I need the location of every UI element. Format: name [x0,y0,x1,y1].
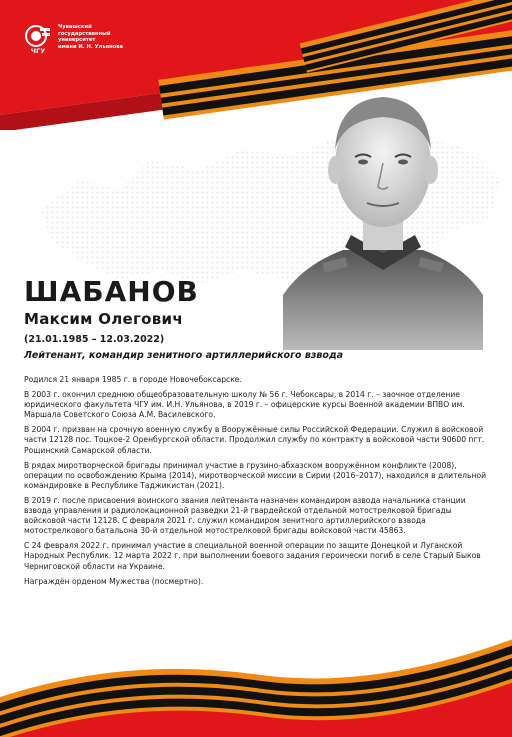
logo-abbr: ЧГУ [30,47,46,54]
portrait-drawing [283,65,483,350]
bio-paragraph: В рядах миротворческой бригады принимал участие в грузино-абхазском вооружённом конфликте (2008), операции по освобождению Крыма (2014), миротворческой миссии в Сирии (2016–2017), находился в длительной командировке в Республике Таджикистан (2021). [24,460,487,490]
bio-paragraph: В 2019 г. после присвоения воинского звания лейтенанта назначен командиром взвода начальника станции взвода управления и радиолокационной разведки 21-й гвардейской отдельной мотострелковой бригады войсковой части 12128. С февраля 2021 г. служил командиром зенитного артиллерийского взвода мотострелкового батальона 30-й отдельной мотострелковой бригады войсковой части 45863. [24,495,466,536]
bio-paragraph: Награждён орденом Мужества (посмертно). [24,576,204,586]
given-name: Максим Олегович [24,310,183,328]
surname: ШАБАНОВ [24,275,199,308]
logo-line: Чувашский [58,24,92,30]
bio-paragraph: В 2003 г. окончил среднюю общеобразовательную школу № 56 г. Чебоксары, в 2014 г. – заочное отделение юридического факультета ЧГУ им. И.Н. Ульянова, в 2019 г. – офицерские курсы Военной академии ВПВО им. Маршала Советского Союза А.М. Василевского. [24,390,465,420]
university-name [58,24,148,50]
logo-line: имени И. Н. Ульянова [58,43,123,50]
logo-line: государственный [58,30,111,37]
rank-position: Лейтенант, командир зенитного артиллерийского взвода [24,350,344,361]
bio-paragraph: С 24 февраля 2022 г. принимал участие в специальной военной операции по защите Донецкой и Луганской Народных Республик. 12 марта 2022 г. при выполнении боевого задания героически погиб в селе Старый Быков Черниговской области на Украине. [24,541,481,571]
biography [24,375,492,592]
bio-paragraph: Родился 21 января 1985 г. в городе Новочебоксарске. [24,375,242,384]
university-emblem-icon [24,24,52,54]
bio-paragraph: В 2004 г. призван на срочную военную службу в Вооружённые силы Российской Федерации. Служил в войсковой части 12128 пос. Тоцкое-2 Оренбургской области. Продолжил службу по контракту в войсковой части 90600 пгт. Рощинский Самарской области. [24,425,485,455]
university-logo [24,24,148,54]
logo-line: университет [58,37,96,43]
life-dates: (21.01.1985 – 12.03.2022) [24,334,165,345]
st-george-ribbon-bottom [0,630,512,737]
